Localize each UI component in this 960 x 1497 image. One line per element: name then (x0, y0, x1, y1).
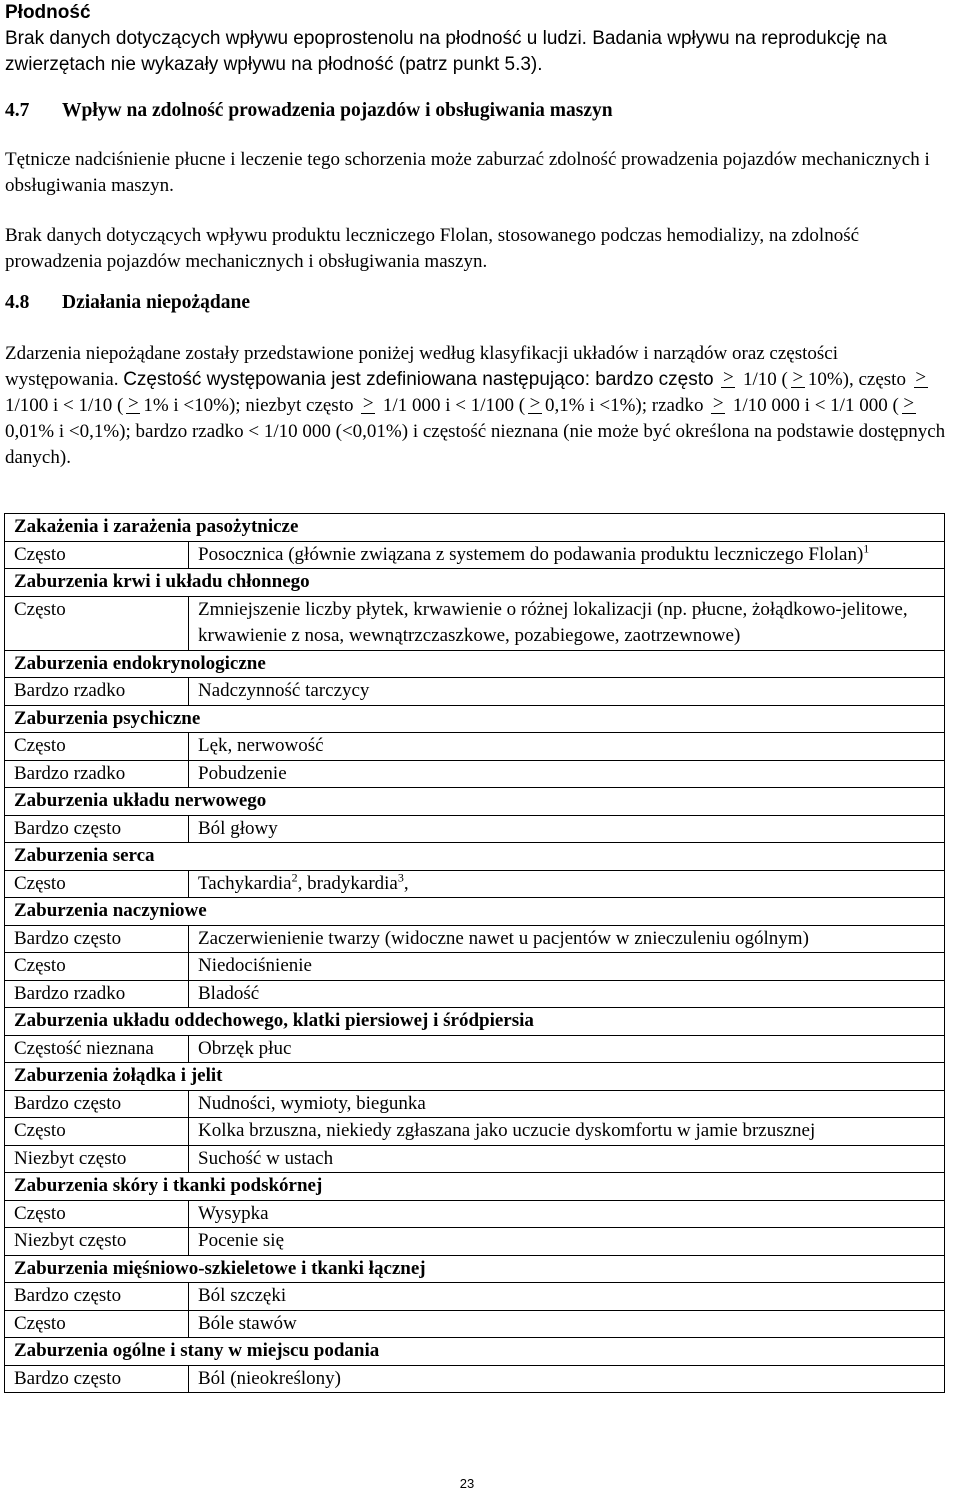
effect-cell: Ból szczęki (189, 1283, 945, 1311)
footnote-ref: 2 (291, 870, 298, 885)
effect-text: , (403, 872, 409, 894)
effect-cell: Bladość (189, 980, 945, 1008)
footnote-ref: 1 (863, 541, 870, 556)
greater-equal-symbol (899, 393, 919, 419)
table-row (5, 733, 945, 761)
soc-heading: Zaburzenia endokrynologiczne (5, 650, 945, 678)
table-row (5, 953, 945, 981)
effect-text: Tachykardia (198, 872, 292, 894)
table-row (5, 1228, 945, 1256)
soc-heading: Zaburzenia naczyniowe (5, 898, 945, 926)
effect-cell: Ból głowy (189, 815, 945, 843)
intro-seg-3: 1/100 i < 1/10 ( (5, 395, 124, 416)
effect-cell: Suchość w ustach (189, 1145, 945, 1173)
frequency-cell: Niezbyt często (5, 1145, 189, 1173)
section-4-7-paragraph-1: Tętnicze nadciśnienie płucne i leczenie tego schorzenia może zaburzać zdolność prowadzenia pojazdów mechanicznych i obsługiwania maszyn. (5, 149, 930, 196)
section-4-8-heading (5, 290, 955, 316)
page-number: 23 (459, 1476, 475, 1491)
effect-cell: Obrzęk płuc (189, 1035, 945, 1063)
effect-cell: Kolka brzuszna, niekiedy zgłaszana jako uczucie dyskomfortu w jamie brzusznej (189, 1118, 945, 1146)
frequency-cell: Bardzo rzadko (5, 678, 189, 706)
soc-row (5, 1255, 945, 1283)
soc-row (5, 1063, 945, 1091)
table-row (5, 596, 945, 650)
effect-cell: Ból (nieokreślony) (189, 1365, 945, 1393)
soc-row (5, 569, 945, 597)
frequency-cell: Często (5, 1310, 189, 1338)
effect-cell: Niedociśnienie (189, 953, 945, 981)
intro-seg-4: 1% i <10%); niezbyt często (143, 395, 354, 416)
soc-row (5, 788, 945, 816)
frequency-cell: Często (5, 733, 189, 761)
effect-cell (189, 870, 945, 898)
table-row (5, 1310, 945, 1338)
soc-heading: Zaburzenia skóry i tkanki podskórnej (5, 1173, 945, 1201)
greater-equal-symbol (123, 393, 143, 419)
fertility-text: Brak danych dotyczących wpływu epoprostenolu na płodność u ludzi. Badania wpływu na reprodukcję na zwierzętach nie wykazały wpływu na płodność (patrz punkt 5.3). (5, 28, 887, 75)
effect-text: , bradykardia (297, 872, 398, 894)
soc-row (5, 1338, 945, 1366)
soc-heading: Zaburzenia krwi i układu chłonnego (5, 569, 945, 597)
table-row (5, 541, 945, 569)
intro-seg-6: 0,1% i <1%); rzadko (545, 395, 704, 416)
soc-heading: Zaburzenia serca (5, 843, 945, 871)
frequency-cell: Często (5, 596, 189, 650)
table-row (5, 870, 945, 898)
soc-row (5, 705, 945, 733)
frequency-cell: Często (5, 870, 189, 898)
intro-seg-8: 0,01% i <0,1%); bardzo rzadko < 1/10 000 (<0,01%) i częstość nieznana (nie może być określona na podstawie dostępnych danych). (5, 421, 946, 468)
fertility-heading: Płodność (5, 2, 91, 23)
effect-cell: Pobudzenie (189, 760, 945, 788)
table-row (5, 1090, 945, 1118)
soc-row (5, 1008, 945, 1036)
soc-heading: Zaburzenia układu oddechowego, klatki piersiowej i śródpiersia (5, 1008, 945, 1036)
soc-row (5, 898, 945, 926)
soc-heading: Zaburzenia ogólne i stany w miejscu podania (5, 1338, 945, 1366)
soc-row (5, 514, 945, 542)
greater-equal-symbol (708, 393, 728, 419)
soc-heading: Zaburzenia mięśniowo-szkieletowe i tkanki łącznej (5, 1255, 945, 1283)
section-4-7-heading (5, 98, 955, 124)
effect-cell: Wysypka (189, 1200, 945, 1228)
section-title: Działania niepożądane (62, 292, 250, 313)
table-row (5, 1200, 945, 1228)
frequency-cell: Bardzo rzadko (5, 980, 189, 1008)
effect-cell: Nudności, wymioty, biegunka (189, 1090, 945, 1118)
section-title: Wpływ na zdolność prowadzenia pojazdów i obsługiwania maszyn (62, 100, 613, 121)
adverse-events-table (4, 513, 945, 1393)
frequency-cell: Często (5, 541, 189, 569)
table-row (5, 815, 945, 843)
intro-seg-1: 1/10 ( (743, 369, 788, 390)
table-row (5, 1145, 945, 1173)
frequency-cell: Bardzo często (5, 815, 189, 843)
table-row (5, 1118, 945, 1146)
frequency-cell: Bardzo często (5, 1365, 189, 1393)
soc-row (5, 1173, 945, 1201)
intro-text-a: Zdarzenia niepożądane zostały przedstawione poniżej według klasyfikacji układów i narządów oraz częstości występowania. (5, 343, 839, 390)
intro-text-b: Częstość występowania jest zdefiniowana następująco: bardzo często (123, 369, 714, 390)
section-number: 4.7 (5, 100, 30, 121)
section-number: 4.8 (5, 292, 30, 313)
greater-equal-symbol (911, 367, 931, 393)
effect-cell: Bóle stawów (189, 1310, 945, 1338)
section-4-8-intro (5, 341, 955, 471)
table-row (5, 1035, 945, 1063)
effect-cell: Zaczerwienienie twarzy (widoczne nawet u pacjentów w znieczuleniu ogólnym) (189, 925, 945, 953)
soc-heading: Zaburzenia żołądka i jelit (5, 1063, 945, 1091)
table-row (5, 925, 945, 953)
soc-row (5, 650, 945, 678)
effect-cell (189, 541, 945, 569)
effect-text: Posocznica (głównie związana z systemem do podawania produktu leczniczego Flolan) (198, 543, 864, 565)
table-row (5, 980, 945, 1008)
greater-equal-symbol (525, 393, 545, 419)
greater-equal-symbol (358, 393, 378, 419)
effect-cell: Pocenie się (189, 1228, 945, 1256)
soc-row (5, 843, 945, 871)
effect-cell: Lęk, nerwowość (189, 733, 945, 761)
effect-cell: Zmniejszenie liczby płytek, krwawienie o różnej lokalizacji (np. płucne, żołądkowo-jelitowe, krwawienie z nosa, wewnątrzczaszkowe, pozabiegowe, zaotrzewnowe) (189, 596, 945, 650)
frequency-cell: Bardzo często (5, 925, 189, 953)
frequency-cell: Często (5, 1200, 189, 1228)
soc-heading: Zaburzenia układu nerwowego (5, 788, 945, 816)
frequency-cell: Częstość nieznana (5, 1035, 189, 1063)
table-row (5, 678, 945, 706)
footnote-ref: 3 (397, 870, 404, 885)
soc-heading: Zakażenia i zarażenia pasożytnicze (5, 514, 945, 542)
table-row (5, 760, 945, 788)
frequency-cell: Bardzo często (5, 1090, 189, 1118)
greater-equal-symbol (788, 367, 808, 393)
frequency-cell: Niezbyt często (5, 1228, 189, 1256)
section-4-7-paragraph-2: Brak danych dotyczących wpływu produktu leczniczego Flolan, stosowanego podczas hemodializy, na zdolność prowadzenia pojazdów mechanicznych i obsługiwania maszyn. (5, 225, 860, 272)
frequency-cell: Bardzo często (5, 1283, 189, 1311)
intro-seg-2: 10%), często (807, 369, 906, 390)
intro-seg-7: 1/10 000 i < 1/1 000 ( (732, 395, 899, 416)
table-row (5, 1365, 945, 1393)
greater-equal-symbol (718, 367, 738, 393)
table-row (5, 1283, 945, 1311)
effect-cell: Nadczynność tarczycy (189, 678, 945, 706)
soc-heading: Zaburzenia psychiczne (5, 705, 945, 733)
frequency-cell: Często (5, 953, 189, 981)
frequency-cell: Bardzo rzadko (5, 760, 189, 788)
frequency-cell: Często (5, 1118, 189, 1146)
intro-seg-5: 1/1 000 i < 1/100 ( (382, 395, 526, 416)
